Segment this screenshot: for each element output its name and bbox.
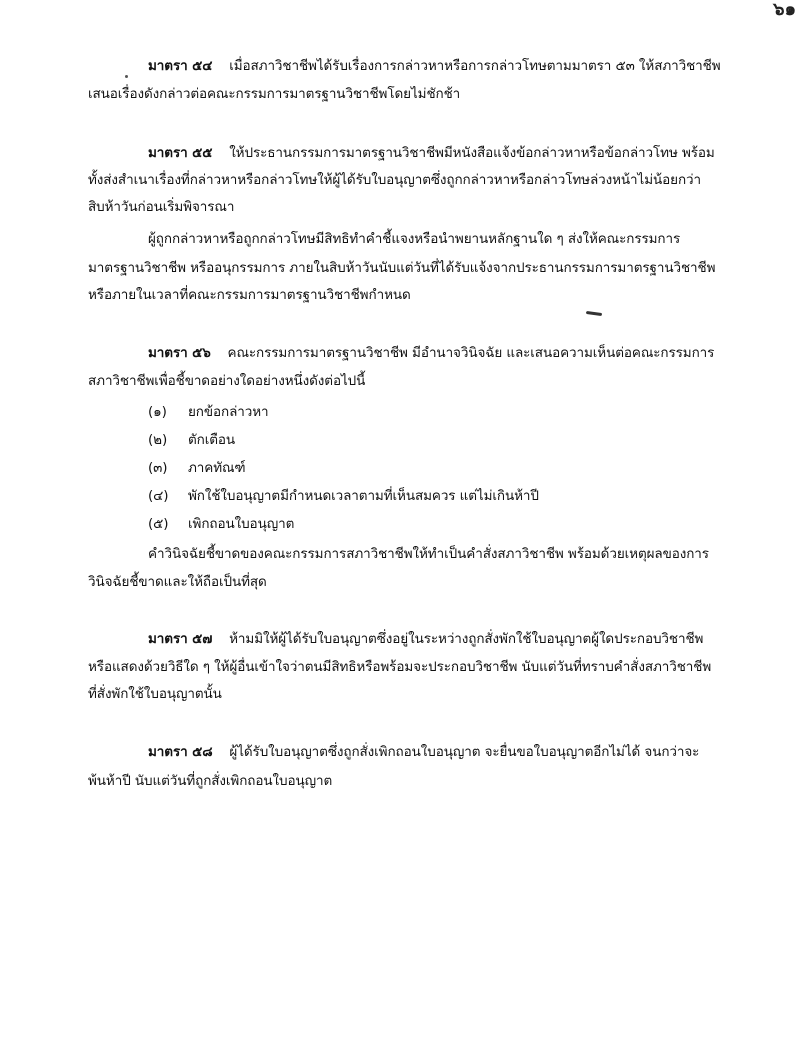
- section-55-line-3: สิบห้าวันก่อนเริ่มพิจารณา: [88, 199, 235, 215]
- section-54-line-1: [148, 56, 721, 76]
- section-57-text-1: ห้ามมิให้ผู้ได้รับใบอนุญาตซึ่งอยู่ในระหว่างถูกสั่งพักใช้ใบอนุญาตผู้ใดประกอบวิชาชีพ: [229, 631, 704, 647]
- section-54-line-2: เสนอเรื่องดังกล่าวต่อคณะกรรมการมาตรฐานวิชาชีพโดยไม่ชักช้า: [88, 86, 461, 102]
- section-57-line-2: หรือแสดงด้วยวิธีใด ๆ ให้ผู้อื่นเข้าใจว่าตนมีสิทธิหรือพร้อมจะประกอบวิชาชีพ นับแต่วันที่ทราบคำสั่งสภาวิชาชีพ: [88, 659, 712, 675]
- list-item: [148, 514, 294, 534]
- list-item: [148, 458, 246, 478]
- scan-dash-mark: [586, 311, 602, 316]
- section-55-text-1: ให้ประธานกรรมการมาตรฐานวิชาชีพมีหนังสือแจ้งข้อกล่าวหาหรือข้อกล่าวโทษ พร้อม: [229, 145, 715, 161]
- section-56-line-1: [148, 343, 714, 363]
- list-item-number: (๔): [148, 488, 169, 504]
- list-item: [148, 486, 539, 506]
- section-58-line-1: [148, 742, 699, 762]
- page-corner-mark: ๖๑: [773, 0, 796, 20]
- section-58-text-1: ผู้ได้รับใบอนุญาตซึ่งถูกสั่งเพิกถอนใบอนุญาต จะยื่นขอใบอนุญาตอีกไม่ได้ จนกว่าจะ: [229, 744, 700, 760]
- list-item-number: (๕): [148, 516, 169, 532]
- section-56-text-1: คณะกรรมการมาตรฐานวิชาชีพ มีอำนาจวินิจฉัย และเสนอความเห็นต่อคณะกรรมการ: [227, 345, 715, 361]
- section-57-line-1: [148, 629, 703, 649]
- section-57-line-3: ที่สั่งพักใช้ใบอนุญาตนั้น: [88, 686, 222, 702]
- list-item-text: ภาคทัณฑ์: [188, 460, 246, 476]
- list-item-text: เพิกถอนใบอนุญาต: [188, 516, 295, 532]
- list-item-number: (๓): [148, 460, 168, 476]
- section-54-label: มาตรา ๕๔: [148, 58, 213, 74]
- section-55-p2-line-3: หรือภายในเวลาที่คณะกรรมการมาตรฐานวิชาชีพกำหนด: [88, 287, 411, 303]
- section-56-line-2: สภาวิชาชีพเพื่อชี้ขาดอย่างใดอย่างหนึ่งดังต่อไปนี้: [88, 373, 366, 389]
- section-55-p2-line-1: ผู้ถูกกล่าวหาหรือถูกกล่าวโทษมีสิทธิทำคำชี้แจงหรือนำพยานหลักฐานใด ๆ ส่งให้คณะกรรมการ: [148, 231, 681, 247]
- section-54-text-1: เมื่อสภาวิชาชีพได้รับเรื่องการกล่าวหาหรือการกล่าวโทษตามมาตรา ๕๓ ให้สภาวิชาชีพ: [229, 58, 721, 74]
- section-55-line-2: ทั้งส่งสำเนาเรื่องที่กล่าวหาหรือกล่าวโทษให้ผู้ได้รับใบอนุญาตซึ่งถูกกล่าวหาหรือกล่าวโทษล่วงหน้าไม่น้อยกว่า: [88, 172, 701, 188]
- section-58-label: มาตรา ๕๘: [148, 744, 213, 760]
- section-56-label: มาตรา ๕๖: [148, 345, 211, 361]
- list-item-number: (๑): [148, 404, 167, 420]
- section-56-closing-line-2: วินิจฉัยชี้ขาดและให้ถือเป็นที่สุด: [88, 574, 267, 590]
- list-item-text: ตักเตือน: [188, 432, 236, 448]
- scan-speck: [125, 75, 128, 78]
- list-item: [148, 402, 269, 422]
- section-55-line-1: [148, 143, 715, 163]
- section-57-label: มาตรา ๕๗: [148, 631, 213, 647]
- list-item-text: พักใช้ใบอนุญาตมีกำหนดเวลาตามที่เห็นสมควร แต่ไม่เกินห้าปี: [188, 488, 539, 504]
- list-item-text: ยกข้อกล่าวหา: [188, 404, 269, 420]
- section-56-closing-line-1: คำวินิจฉัยชี้ขาดของคณะกรรมการสภาวิชาชีพให้ทำเป็นคำสั่งสภาวิชาชีพ พร้อมด้วยเหตุผลของการ: [148, 546, 709, 562]
- section-55-p2-line-2: มาตรฐานวิชาชีพ หรืออนุกรรมการ ภายในสิบห้าวันนับแต่วันที่ได้รับแจ้งจากประธานกรรมการมาตรฐานวิชาชีพ: [88, 260, 716, 276]
- list-item: [148, 430, 235, 450]
- list-item-number: (๒): [148, 432, 168, 448]
- section-55-label: มาตรา ๕๕: [148, 145, 213, 161]
- section-58-line-2: พ้นห้าปี นับแต่วันที่ถูกสั่งเพิกถอนใบอนุญาต: [88, 773, 333, 789]
